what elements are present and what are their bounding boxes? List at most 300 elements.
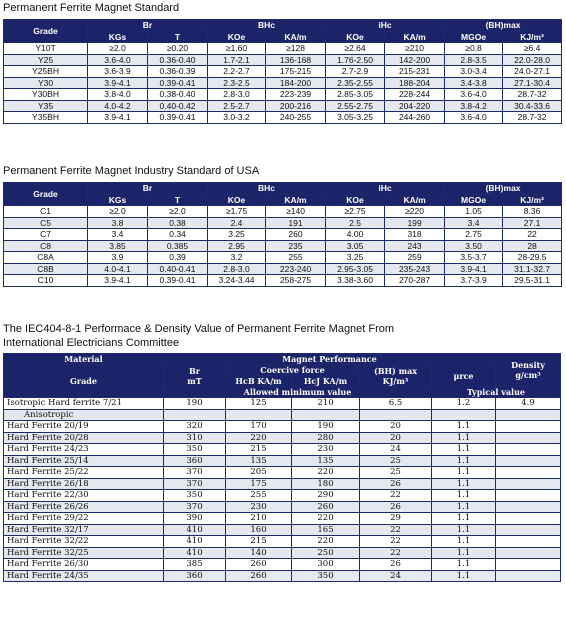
value-cell: 318 xyxy=(385,229,445,241)
value-cell: 2.35-2.55 xyxy=(326,77,385,89)
value-cell: 3.25 xyxy=(208,229,266,241)
value-cell: 260 xyxy=(226,570,292,582)
value-cell: 3.9-4.1 xyxy=(88,77,148,89)
grade-cell: C8A xyxy=(4,252,88,264)
value-cell xyxy=(496,559,561,571)
value-cell: 3.9-4.1 xyxy=(445,263,503,275)
value-cell: 259 xyxy=(385,252,445,264)
value-cell: 3.7-3.9 xyxy=(445,275,503,287)
value-cell: 0.39 xyxy=(148,252,208,264)
value-cell: 1.1 xyxy=(432,467,496,479)
table3-title-line1: The IEC404-8-1 Performace & Density Value of Permanent Ferrite Magnet From xyxy=(3,323,395,335)
value-cell: 22 xyxy=(360,490,432,502)
value-cell xyxy=(496,409,561,421)
value-cell: 29 xyxy=(360,513,432,525)
value-cell xyxy=(496,513,561,525)
hcj-header: HcJ KA/m xyxy=(292,376,360,387)
value-cell: 390 xyxy=(164,513,226,525)
bhmax-unit: KJ/m³ xyxy=(382,375,409,386)
value-cell xyxy=(496,455,561,467)
grade-cell: Y25BH xyxy=(4,66,88,78)
value-cell: 230 xyxy=(292,444,360,456)
table-row xyxy=(4,54,562,66)
value-cell: 410 xyxy=(164,536,226,548)
value-cell: 350 xyxy=(164,490,226,502)
unit-header: T xyxy=(148,31,208,43)
value-cell: 410 xyxy=(164,524,226,536)
value-cell xyxy=(496,490,561,502)
value-cell: 230 xyxy=(226,501,292,513)
value-cell: 3.5-3.7 xyxy=(445,252,503,264)
value-cell: 320 xyxy=(164,421,226,433)
value-cell: 220 xyxy=(292,536,360,548)
value-cell: 28.7-32 xyxy=(503,89,562,101)
value-cell: 136-168 xyxy=(266,54,326,66)
value-cell: 6.5 xyxy=(360,398,432,410)
table-row xyxy=(4,89,562,101)
value-cell: 3.9 xyxy=(88,252,148,264)
value-cell: 1.1 xyxy=(432,524,496,536)
grade-header: Grade xyxy=(4,365,164,398)
value-cell: 0.38 xyxy=(148,217,208,229)
value-cell: 2.55-2.75 xyxy=(326,100,385,112)
unit-header: KA/m xyxy=(266,194,326,206)
br-unit: mT xyxy=(187,375,202,386)
value-cell: 215 xyxy=(226,444,292,456)
table-row xyxy=(4,559,561,571)
value-cell xyxy=(496,478,561,490)
value-cell: 0.36-0.40 xyxy=(148,54,208,66)
grade-cell: C8B xyxy=(4,263,88,275)
value-cell: 228-244 xyxy=(385,89,445,101)
value-cell: 235 xyxy=(266,240,326,252)
table-row xyxy=(4,240,562,252)
value-cell: 243 xyxy=(385,240,445,252)
value-cell: 26 xyxy=(360,501,432,513)
grade-cell: Y35 xyxy=(4,100,88,112)
value-cell: 370 xyxy=(164,478,226,490)
value-cell: 4.00 xyxy=(326,229,385,241)
grade-cell: Hard Ferrite 26/30 xyxy=(4,559,164,571)
value-cell: 24 xyxy=(360,444,432,456)
value-cell: 2.85-3.05 xyxy=(326,89,385,101)
value-cell xyxy=(496,444,561,456)
value-cell: 3.25 xyxy=(326,252,385,264)
table-row xyxy=(4,432,561,444)
value-cell: ≥6.4 xyxy=(503,43,562,55)
value-cell: 1.76-2.50 xyxy=(326,54,385,66)
table-row xyxy=(4,275,562,287)
value-cell: 223-240 xyxy=(266,263,326,275)
grade-cell: Y25 xyxy=(4,54,88,66)
ihc-header: iHc xyxy=(326,20,445,32)
bhc-header: BHc xyxy=(208,20,326,32)
value-cell: 1.1 xyxy=(432,536,496,548)
value-cell: 3.50 xyxy=(445,240,503,252)
value-cell: 385 xyxy=(164,559,226,571)
value-cell xyxy=(496,501,561,513)
value-cell: 24 xyxy=(360,570,432,582)
coercive-header: Coercive force xyxy=(226,365,360,376)
urce-header: μrce xyxy=(432,365,496,387)
value-cell: ≥2.0 xyxy=(88,43,148,55)
value-cell: 165 xyxy=(292,524,360,536)
value-cell: 2.8-3.0 xyxy=(208,89,266,101)
grade-cell: C7 xyxy=(4,229,88,241)
grade-cell: Hard Ferrite 25/14 xyxy=(4,455,164,467)
value-cell: 1.1 xyxy=(432,421,496,433)
value-cell: 0.38-0.40 xyxy=(148,89,208,101)
unit-header: KGs xyxy=(88,31,148,43)
value-cell xyxy=(496,421,561,433)
value-cell: 4.0-4.1 xyxy=(88,263,148,275)
value-cell: ≥210 xyxy=(385,43,445,55)
value-cell: 20 xyxy=(360,421,432,433)
value-cell: 1.1 xyxy=(432,570,496,582)
table-row xyxy=(4,112,562,124)
value-cell: 200-216 xyxy=(266,100,326,112)
value-cell: ≥0.20 xyxy=(148,43,208,55)
bhmax-header xyxy=(360,365,432,387)
value-cell: ≥0.8 xyxy=(445,43,503,55)
value-cell: 1.05 xyxy=(445,206,503,218)
value-cell: 1.1 xyxy=(432,432,496,444)
value-cell: 3.38-3.60 xyxy=(326,275,385,287)
value-cell: 2.5-2.7 xyxy=(208,100,266,112)
table-row xyxy=(4,536,561,548)
value-cell: 8.36 xyxy=(503,206,562,218)
value-cell xyxy=(432,409,496,421)
value-cell: 2.95-3.05 xyxy=(326,263,385,275)
unit-header: KGs xyxy=(88,194,148,206)
value-cell: 31.1-32.7 xyxy=(503,263,562,275)
grade-cell: Hard Ferrite 32/25 xyxy=(4,547,164,559)
value-cell: 250 xyxy=(292,547,360,559)
grade-cell: Hard Ferrite 26/18 xyxy=(4,478,164,490)
br-header xyxy=(164,365,226,387)
table-row xyxy=(4,43,562,55)
grade-cell: C5 xyxy=(4,217,88,229)
density-label: Density xyxy=(511,360,545,370)
value-cell: 3.6-4.0 xyxy=(445,89,503,101)
value-cell: 27.1 xyxy=(503,217,562,229)
grade-cell: Hard Ferrite 32/17 xyxy=(4,524,164,536)
br-header: Br xyxy=(88,183,208,195)
value-cell: 0.40-0.41 xyxy=(148,263,208,275)
table-row xyxy=(4,398,561,410)
value-cell: 350 xyxy=(164,444,226,456)
table-row xyxy=(4,455,561,467)
grade-cell: Hard Ferrite 26/26 xyxy=(4,501,164,513)
ihc-header: iHc xyxy=(326,183,445,195)
value-cell: 190 xyxy=(292,421,360,433)
grade-cell: Y10T xyxy=(4,43,88,55)
value-cell: 22 xyxy=(360,536,432,548)
value-cell: ≥1.75 xyxy=(208,206,266,218)
value-cell: 1.1 xyxy=(432,513,496,525)
value-cell: 370 xyxy=(164,501,226,513)
unit-header: KA/m xyxy=(385,31,445,43)
grade-cell: Isotropic Hard ferrite 7/21 xyxy=(4,398,164,410)
unit-header: MGOe xyxy=(445,31,503,43)
table-row xyxy=(4,467,561,479)
table-row xyxy=(4,229,562,241)
value-cell: 1.1 xyxy=(432,501,496,513)
value-cell: 3.0-3.4 xyxy=(445,66,503,78)
value-cell: 290 xyxy=(292,490,360,502)
table3-title-line2: International Electricians Committee xyxy=(3,337,180,349)
grade-cell: Anisotropic xyxy=(4,409,164,421)
value-cell: 255 xyxy=(226,490,292,502)
value-cell: 135 xyxy=(292,455,360,467)
value-cell: 28.7-32 xyxy=(503,112,562,124)
unit-header: KJ/m³ xyxy=(503,31,562,43)
value-cell: 175-215 xyxy=(266,66,326,78)
value-cell: 0.39-0.41 xyxy=(148,275,208,287)
value-cell: 215-231 xyxy=(385,66,445,78)
table-row xyxy=(4,409,561,421)
br-header: Br xyxy=(88,20,208,32)
value-cell: 160 xyxy=(226,524,292,536)
value-cell: 1.1 xyxy=(432,455,496,467)
value-cell: 2.8-3.0 xyxy=(208,263,266,275)
table2-title: Permanent Ferrite Magnet Industry Standard of USA xyxy=(3,165,260,177)
table-row xyxy=(4,100,562,112)
value-cell: 220 xyxy=(292,513,360,525)
value-cell: 3.8-4.0 xyxy=(88,89,148,101)
value-cell: 1.1 xyxy=(432,559,496,571)
unit-header: KOe xyxy=(326,31,385,43)
table-row xyxy=(4,513,561,525)
value-cell: 360 xyxy=(164,570,226,582)
value-cell: 260 xyxy=(226,559,292,571)
value-cell: 2.75 xyxy=(445,229,503,241)
value-cell: 2.5 xyxy=(326,217,385,229)
value-cell: 0.385 xyxy=(148,240,208,252)
value-cell: 184-200 xyxy=(266,77,326,89)
material-header: Material xyxy=(4,354,164,365)
value-cell: 350 xyxy=(292,570,360,582)
value-cell: 22 xyxy=(360,547,432,559)
value-cell: 3.4 xyxy=(445,217,503,229)
value-cell: 0.40-0.42 xyxy=(148,100,208,112)
value-cell xyxy=(360,409,432,421)
unit-header: KOe xyxy=(208,194,266,206)
value-cell: ≥2.75 xyxy=(326,206,385,218)
value-cell: 205 xyxy=(226,467,292,479)
value-cell: 1.2 xyxy=(432,398,496,410)
table-row xyxy=(4,570,561,582)
value-cell: 3.85 xyxy=(88,240,148,252)
value-cell: 280 xyxy=(292,432,360,444)
value-cell: ≥2.0 xyxy=(148,206,208,218)
bhmax-header: (BH)max xyxy=(445,20,562,32)
value-cell: 26 xyxy=(360,478,432,490)
value-cell: 2.95 xyxy=(208,240,266,252)
magnet-performance-header: Magnet Performance xyxy=(164,354,496,365)
value-cell xyxy=(496,536,561,548)
value-cell: 210 xyxy=(292,398,360,410)
table-row xyxy=(4,421,561,433)
value-cell: 28 xyxy=(503,240,562,252)
value-cell: ≥2.64 xyxy=(326,43,385,55)
grade-cell: Hard Ferrite 20/28 xyxy=(4,432,164,444)
table-row xyxy=(4,524,561,536)
value-cell: 22.0-28.0 xyxy=(503,54,562,66)
value-cell: 270-287 xyxy=(385,275,445,287)
value-cell: 188-204 xyxy=(385,77,445,89)
value-cell: 3.24-3.44 xyxy=(208,275,266,287)
bhmax-header: (BH)max xyxy=(445,183,562,195)
value-cell: 220 xyxy=(226,432,292,444)
value-cell xyxy=(496,547,561,559)
value-cell: ≥128 xyxy=(266,43,326,55)
density-unit: g/cm³ xyxy=(515,370,541,380)
value-cell: 3.8 xyxy=(88,217,148,229)
grade-cell: C8 xyxy=(4,240,88,252)
value-cell: 260 xyxy=(292,501,360,513)
value-cell: ≥140 xyxy=(266,206,326,218)
bhc-header: BHc xyxy=(208,183,326,195)
value-cell: 2.4 xyxy=(208,217,266,229)
hcb-header: HcB KA/m xyxy=(226,376,292,387)
value-cell: 260 xyxy=(266,229,326,241)
value-cell: 0.39-0.41 xyxy=(148,77,208,89)
grade-header: Grade xyxy=(4,20,88,43)
value-cell: 3.0-3.2 xyxy=(208,112,266,124)
value-cell: 2.2-2.7 xyxy=(208,66,266,78)
table-row xyxy=(4,66,562,78)
unit-header: T xyxy=(148,194,208,206)
value-cell: 3.6-4.0 xyxy=(88,54,148,66)
value-cell: 215 xyxy=(226,536,292,548)
table-row xyxy=(4,252,562,264)
value-cell: 26 xyxy=(360,559,432,571)
value-cell: 3.05 xyxy=(326,240,385,252)
grade-cell: Hard Ferrite 20/19 xyxy=(4,421,164,433)
value-cell: 27.1-30.4 xyxy=(503,77,562,89)
table-row xyxy=(4,217,562,229)
value-cell: 223-239 xyxy=(266,89,326,101)
value-cell: 4.0-4.2 xyxy=(88,100,148,112)
value-cell: 410 xyxy=(164,547,226,559)
unit-header: KOe xyxy=(326,194,385,206)
value-cell: 210 xyxy=(226,513,292,525)
table1-title: Permanent Ferrite Magnet Standard xyxy=(3,2,180,14)
value-cell: 0.34 xyxy=(148,229,208,241)
grade-cell: C10 xyxy=(4,275,88,287)
value-cell: 24.0-27.1 xyxy=(503,66,562,78)
value-cell: 3.6-3.9 xyxy=(88,66,148,78)
bhmax-label: (BH) max xyxy=(373,365,418,376)
value-cell: 240-255 xyxy=(266,112,326,124)
value-cell: 1.1 xyxy=(432,478,496,490)
value-cell xyxy=(496,524,561,536)
value-cell: 3.05-3.25 xyxy=(326,112,385,124)
value-cell: 3.6-4.0 xyxy=(445,112,503,124)
value-cell: 190 xyxy=(164,398,226,410)
density-header xyxy=(496,354,561,387)
value-cell: 244-260 xyxy=(385,112,445,124)
value-cell: 300 xyxy=(292,559,360,571)
value-cell: 235-243 xyxy=(385,263,445,275)
value-cell: ≥220 xyxy=(385,206,445,218)
value-cell xyxy=(496,467,561,479)
grade-cell: Y30 xyxy=(4,77,88,89)
grade-cell: Y30BH xyxy=(4,89,88,101)
grade-cell: Hard Ferrite 24/23 xyxy=(4,444,164,456)
value-cell: ≥2.0 xyxy=(88,206,148,218)
table-row xyxy=(4,77,562,89)
table-row xyxy=(4,444,561,456)
grade-cell: Hard Ferrite 24/35 xyxy=(4,570,164,582)
grade-cell: Hard Ferrite 25/22 xyxy=(4,467,164,479)
table-row xyxy=(4,206,562,218)
value-cell: 3.8-4.2 xyxy=(445,100,503,112)
value-cell: 2.8-3.5 xyxy=(445,54,503,66)
value-cell: 255 xyxy=(266,252,326,264)
value-cell: 3.4-3.8 xyxy=(445,77,503,89)
grade-cell: Hard Ferrite 29/22 xyxy=(4,513,164,525)
table-row xyxy=(4,501,561,513)
value-cell: 191 xyxy=(266,217,326,229)
grade-cell: Hard Ferrite 22/30 xyxy=(4,490,164,502)
value-cell: 3.9-4.1 xyxy=(88,275,148,287)
value-cell: 1.7-2.1 xyxy=(208,54,266,66)
unit-header: KJ/m³ xyxy=(503,194,562,206)
value-cell: 30.4-33.6 xyxy=(503,100,562,112)
value-cell: 4.9 xyxy=(496,398,561,410)
value-cell: 2.3-2.5 xyxy=(208,77,266,89)
value-cell: 370 xyxy=(164,467,226,479)
value-cell: 142-200 xyxy=(385,54,445,66)
value-cell: 20 xyxy=(360,432,432,444)
value-cell: 3.2 xyxy=(208,252,266,264)
unit-header: MGOe xyxy=(445,194,503,206)
value-cell: 3.4 xyxy=(88,229,148,241)
value-cell: 1.1 xyxy=(432,490,496,502)
grade-header: Grade xyxy=(4,183,88,206)
value-cell: ≥1.60 xyxy=(208,43,266,55)
value-cell: 1.1 xyxy=(432,547,496,559)
grade-cell: Hard Ferrite 32/22 xyxy=(4,536,164,548)
value-cell: 170 xyxy=(226,421,292,433)
value-cell: 204-220 xyxy=(385,100,445,112)
value-cell: 29.5-31.1 xyxy=(503,275,562,287)
value-cell: 2.7-2.9 xyxy=(326,66,385,78)
unit-header: KA/m xyxy=(385,194,445,206)
grade-cell: Y35BH xyxy=(4,112,88,124)
grade-cell: C1 xyxy=(4,206,88,218)
value-cell: 25 xyxy=(360,467,432,479)
value-cell: 28-29.5 xyxy=(503,252,562,264)
value-cell: 1.1 xyxy=(432,444,496,456)
value-cell: 3.9-4.1 xyxy=(88,112,148,124)
value-cell: 22 xyxy=(503,229,562,241)
value-cell: 125 xyxy=(226,398,292,410)
value-cell: 140 xyxy=(226,547,292,559)
br-label: Br xyxy=(189,365,200,376)
value-cell xyxy=(226,409,292,421)
value-cell: 175 xyxy=(226,478,292,490)
table-row xyxy=(4,490,561,502)
value-cell: 360 xyxy=(164,455,226,467)
ferrite-standard-table xyxy=(3,19,562,124)
value-cell: 22 xyxy=(360,524,432,536)
value-cell: 0.39-0.41 xyxy=(148,112,208,124)
iec-table xyxy=(3,353,561,582)
unit-header: KOe xyxy=(208,31,266,43)
